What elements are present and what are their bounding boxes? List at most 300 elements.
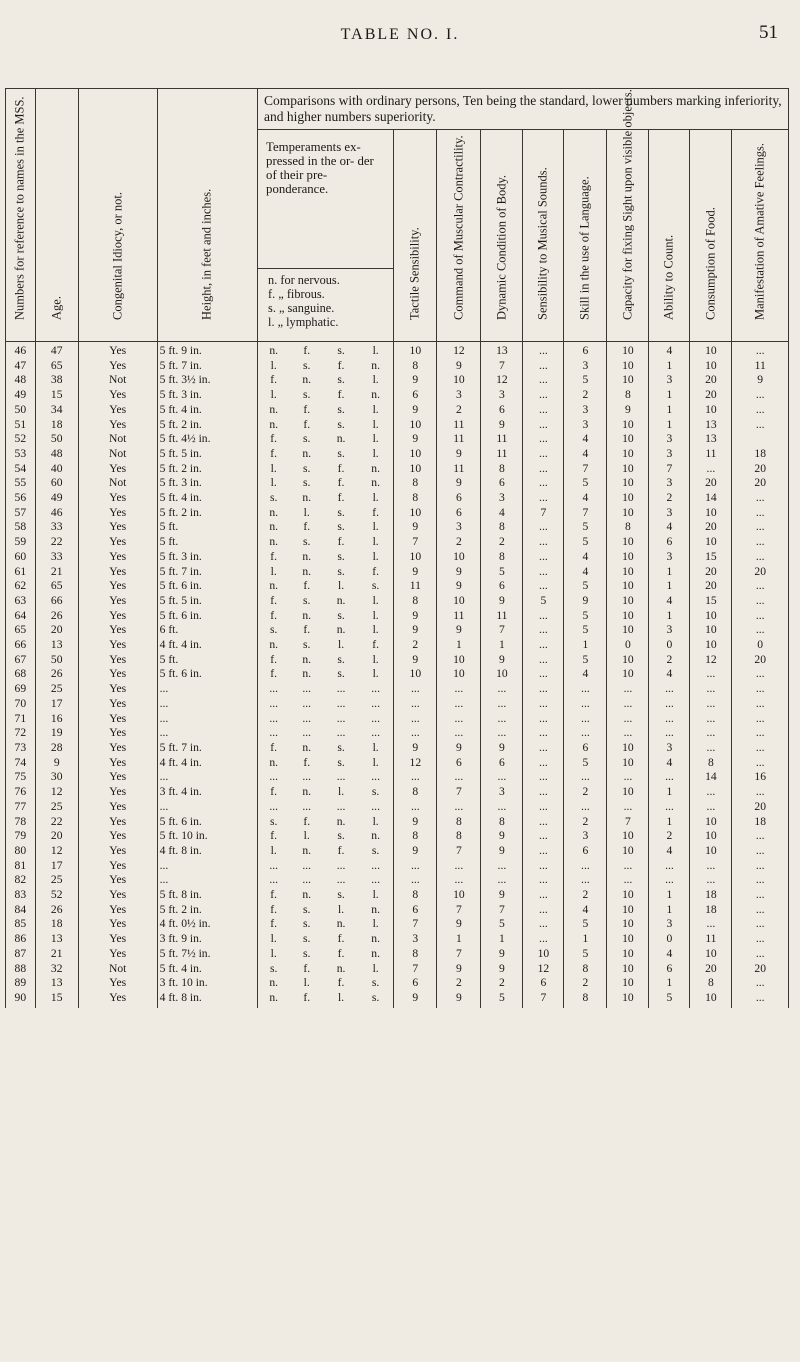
cell-amative: ... — [732, 741, 789, 756]
cell-temp-2: n. — [302, 667, 312, 681]
cell-sight: 10 — [607, 432, 649, 447]
cell-age: 49 — [35, 491, 78, 506]
cell-temp-1: ... — [258, 873, 290, 888]
cell-count: ... — [649, 800, 690, 815]
cell-temp-4: f. — [358, 638, 394, 653]
cell-idiocy: Yes — [78, 653, 157, 668]
cell-height: 5 ft. 7 in. — [157, 741, 257, 756]
cell-number: 63 — [6, 594, 36, 609]
table-row — [6, 388, 789, 403]
cell-temp-2: s. — [303, 358, 311, 372]
cell-number: 64 — [6, 609, 36, 624]
cell-muscular: 9 — [437, 917, 481, 932]
cell-dynamic: 9 — [481, 653, 523, 668]
cell-food: 13 — [690, 418, 732, 433]
cell-tactile: 9 — [394, 991, 437, 1008]
cell-musical: ... — [523, 373, 564, 388]
cell-number: 71 — [6, 712, 36, 727]
cell-language: 5 — [564, 756, 607, 771]
cell-sight: 10 — [607, 962, 649, 977]
cell-temp-1: l. — [258, 359, 290, 374]
cell-temp-3: s. — [337, 520, 345, 534]
cell-number: 78 — [6, 815, 36, 830]
cell-tactile: ... — [394, 873, 437, 888]
cell-height: 6 ft. — [157, 623, 257, 638]
table-row — [6, 932, 789, 947]
cell-height: 5 ft. 8 in. — [157, 888, 257, 903]
cell-height: 5 ft. 3½ in. — [157, 373, 257, 388]
cell-musical: 5 — [523, 594, 564, 609]
cell-sight: 10 — [607, 342, 649, 359]
cell-idiocy: Yes — [78, 506, 157, 521]
cell-count: 1 — [649, 888, 690, 903]
cell-height: 5 ft. 3 in. — [157, 476, 257, 491]
cell-age: 40 — [35, 462, 78, 477]
table-row — [6, 888, 789, 903]
cell-dynamic: 6 — [481, 403, 523, 418]
cell-idiocy: Yes — [78, 638, 157, 653]
cell-food: 10 — [690, 609, 732, 624]
cell-temp-4: l. — [358, 550, 394, 565]
cell-muscular: 7 — [437, 947, 481, 962]
cell-temp-4: l. — [358, 741, 394, 756]
cell-amative: 18 — [732, 447, 789, 462]
cell-temp-3: s. — [337, 505, 345, 519]
cell-amative: ... — [732, 976, 789, 991]
cell-temp-3: f. — [337, 388, 345, 402]
cell-temp-2: s. — [303, 476, 311, 490]
cell-number: 75 — [6, 770, 36, 785]
legend-nervous: n. for nervous. — [268, 273, 340, 287]
cell-musical: ... — [523, 917, 564, 932]
cell-idiocy: Yes — [78, 829, 157, 844]
cell-food: 20 — [690, 388, 732, 403]
cell-musical: ... — [523, 815, 564, 830]
cell-language: 3 — [564, 418, 607, 433]
cell-idiocy: Not — [78, 962, 157, 977]
cell-dynamic: 4 — [481, 506, 523, 521]
cell-height: ... — [157, 859, 257, 874]
cell-language: 4 — [564, 491, 607, 506]
cell-height: 5 ft. 2 in. — [157, 462, 257, 477]
cell-idiocy: Yes — [78, 800, 157, 815]
cell-food: ... — [690, 682, 732, 697]
cell-temp-4: n. — [358, 947, 394, 962]
cell-temp-4: l. — [358, 609, 394, 624]
cell-food: 15 — [690, 594, 732, 609]
cell-temp-3: ... — [336, 726, 346, 740]
cell-muscular: 8 — [437, 829, 481, 844]
cell-food: ... — [690, 741, 732, 756]
cell-musical: ... — [523, 638, 564, 653]
cell-muscular: 9 — [437, 991, 481, 1008]
cell-temp-1: f. — [258, 667, 290, 682]
cell-amative: ... — [732, 418, 789, 433]
cell-amative: ... — [732, 342, 789, 359]
cell-age: 13 — [35, 976, 78, 991]
table-row — [6, 535, 789, 550]
cell-age: 25 — [35, 682, 78, 697]
cell-sight: 10 — [607, 550, 649, 565]
table-row — [6, 579, 789, 594]
cell-dynamic: 2 — [481, 535, 523, 550]
cell-temp-3: f. — [337, 491, 345, 505]
cell-food: ... — [690, 462, 732, 477]
cell-temp-3: f. — [337, 976, 345, 990]
cell-temp-2: n. — [302, 373, 312, 387]
cell-language: 3 — [564, 359, 607, 374]
cell-muscular: ... — [437, 712, 481, 727]
cell-sight: ... — [607, 873, 649, 888]
cell-number: 57 — [6, 506, 36, 521]
cell-dynamic: 6 — [481, 756, 523, 771]
cell-temp-3: ... — [336, 858, 346, 872]
cell-age: 50 — [35, 653, 78, 668]
cell-temp-4: n. — [358, 359, 394, 374]
cell-temp-3: s. — [337, 417, 345, 431]
cell-muscular: 3 — [437, 388, 481, 403]
cell-height: 3 ft. 10 in. — [157, 976, 257, 991]
cell-count: ... — [649, 712, 690, 727]
cell-temp-2: ... — [302, 858, 312, 872]
cell-temp-3: s. — [337, 888, 345, 902]
cell-number: 67 — [6, 653, 36, 668]
cell-temp-3: n. — [336, 961, 346, 975]
cell-amative: ... — [732, 932, 789, 947]
col-header-number: Numbers for reference to names in the MSS. — [6, 89, 36, 342]
table-row — [6, 476, 789, 491]
cell-temp-4: l. — [358, 756, 394, 771]
cell-musical: ... — [523, 653, 564, 668]
cell-amative: ... — [732, 506, 789, 521]
cell-number: 61 — [6, 565, 36, 580]
cell-amative: 20 — [732, 462, 789, 477]
cell-tactile: 8 — [394, 359, 437, 374]
cell-count: 2 — [649, 653, 690, 668]
cell-muscular: ... — [437, 859, 481, 874]
cell-temp-1: ... — [258, 800, 290, 815]
cell-musical: 12 — [523, 962, 564, 977]
table-row — [6, 609, 789, 624]
cell-count: 2 — [649, 829, 690, 844]
cell-temp-1: f. — [258, 917, 290, 932]
cell-dynamic: 13 — [481, 342, 523, 359]
cell-idiocy: Yes — [78, 815, 157, 830]
cell-temp-3: l. — [337, 990, 345, 1004]
cell-temp-2: f. — [303, 579, 311, 593]
cell-dynamic: 7 — [481, 623, 523, 638]
table-row — [6, 653, 789, 668]
cell-temp-4: l. — [358, 520, 394, 535]
cell-sight: 10 — [607, 565, 649, 580]
cell-musical: ... — [523, 432, 564, 447]
cell-temp-1: f. — [258, 594, 290, 609]
cell-musical: ... — [523, 726, 564, 741]
cell-temp-2: f. — [303, 814, 311, 828]
cell-food: 8 — [690, 756, 732, 771]
cell-language: 2 — [564, 976, 607, 991]
cell-age: 33 — [35, 520, 78, 535]
cell-tactile: 11 — [394, 579, 437, 594]
cell-muscular: 2 — [437, 403, 481, 418]
cell-tactile: 10 — [394, 667, 437, 682]
cell-musical: ... — [523, 579, 564, 594]
cell-temp-2: n. — [302, 446, 312, 460]
cell-language: ... — [564, 726, 607, 741]
cell-height: 5 ft. 6 in. — [157, 609, 257, 624]
col-header-idiocy: Congenital Idiocy, or not. — [78, 89, 157, 342]
cell-count: 3 — [649, 550, 690, 565]
cell-muscular: 10 — [437, 550, 481, 565]
cell-idiocy: Yes — [78, 697, 157, 712]
cell-height: 5 ft. 4 in. — [157, 962, 257, 977]
cell-sight: 10 — [607, 976, 649, 991]
cell-temp-3: ... — [336, 682, 346, 696]
table-row — [6, 697, 789, 712]
table-row — [6, 726, 789, 741]
cell-temp-4: n. — [358, 903, 394, 918]
cell-food: 10 — [690, 815, 732, 830]
cell-temp-3: f. — [337, 932, 345, 946]
cell-sight: 10 — [607, 462, 649, 477]
cell-dynamic: 3 — [481, 388, 523, 403]
cell-language: 3 — [564, 403, 607, 418]
cell-sight: 10 — [607, 359, 649, 374]
table-row — [6, 844, 789, 859]
cell-idiocy: Yes — [78, 550, 157, 565]
cell-number: 85 — [6, 917, 36, 932]
cell-temp-2: f. — [303, 623, 311, 637]
cell-dynamic: 9 — [481, 947, 523, 962]
table-row — [6, 712, 789, 727]
cell-dynamic: ... — [481, 697, 523, 712]
cell-idiocy: Yes — [78, 756, 157, 771]
legend-lymphatic: l. „ lymphatic. — [268, 315, 339, 329]
cell-count: 4 — [649, 594, 690, 609]
cell-age: 48 — [35, 447, 78, 462]
cell-temp-3: l. — [337, 902, 345, 916]
table-row — [6, 418, 789, 433]
cell-dynamic: 2 — [481, 976, 523, 991]
cell-temp-1: f. — [258, 432, 290, 447]
cell-tactile: ... — [394, 697, 437, 712]
cell-language: 2 — [564, 785, 607, 800]
table-row — [6, 800, 789, 815]
cell-dynamic: 9 — [481, 741, 523, 756]
cell-temp-3: s. — [337, 402, 345, 416]
cell-idiocy: Yes — [78, 903, 157, 918]
cell-muscular: ... — [437, 873, 481, 888]
cell-food: ... — [690, 667, 732, 682]
cell-temp-1: n. — [258, 638, 290, 653]
cell-amative: ... — [732, 682, 789, 697]
cell-idiocy: Yes — [78, 976, 157, 991]
cell-language: ... — [564, 859, 607, 874]
cell-temp-4: ... — [358, 770, 394, 785]
cell-count: ... — [649, 873, 690, 888]
cell-food: 10 — [690, 844, 732, 859]
cell-age: 17 — [35, 859, 78, 874]
cell-age: 18 — [35, 917, 78, 932]
cell-number: 74 — [6, 756, 36, 771]
cell-muscular: 9 — [437, 447, 481, 462]
cell-food: 10 — [690, 991, 732, 1008]
cell-temp-4: l. — [358, 653, 394, 668]
cell-musical: ... — [523, 770, 564, 785]
col-header-height: Height, in feet and inches. — [157, 89, 257, 342]
cell-muscular: 11 — [437, 462, 481, 477]
cell-idiocy: Yes — [78, 388, 157, 403]
cell-sight: 9 — [607, 403, 649, 418]
cell-tactile: ... — [394, 770, 437, 785]
cell-count: 0 — [649, 932, 690, 947]
cell-temp-1: ... — [258, 712, 290, 727]
cell-tactile: ... — [394, 712, 437, 727]
cell-muscular: 12 — [437, 342, 481, 359]
cell-temp-4: l. — [358, 403, 394, 418]
cell-language: ... — [564, 712, 607, 727]
cell-tactile: 7 — [394, 535, 437, 550]
cell-temp-3: ... — [336, 799, 346, 813]
cell-count: 3 — [649, 476, 690, 491]
cell-count: 1 — [649, 418, 690, 433]
cell-dynamic: 1 — [481, 638, 523, 653]
cell-count: ... — [649, 682, 690, 697]
cell-musical: ... — [523, 682, 564, 697]
table-row — [6, 873, 789, 888]
cell-amative: ... — [732, 609, 789, 624]
cell-age: 21 — [35, 947, 78, 962]
cell-count: 1 — [649, 403, 690, 418]
cell-count: 1 — [649, 388, 690, 403]
cell-count: 1 — [649, 815, 690, 830]
cell-sight: ... — [607, 770, 649, 785]
cell-idiocy: Yes — [78, 770, 157, 785]
cell-musical: ... — [523, 520, 564, 535]
cell-language: 4 — [564, 903, 607, 918]
cell-temp-3: l. — [337, 579, 345, 593]
cell-count: 3 — [649, 917, 690, 932]
cell-musical: ... — [523, 697, 564, 712]
cell-count: 4 — [649, 520, 690, 535]
cell-food: 11 — [690, 447, 732, 462]
cell-count: 3 — [649, 432, 690, 447]
cell-temp-2: s. — [303, 932, 311, 946]
cell-temp-3: s. — [337, 446, 345, 460]
cell-idiocy: Yes — [78, 342, 157, 359]
cell-muscular: 9 — [437, 962, 481, 977]
cell-temp-4: n. — [358, 462, 394, 477]
cell-idiocy: Yes — [78, 785, 157, 800]
cell-temp-2: s. — [303, 593, 311, 607]
cell-food: 14 — [690, 770, 732, 785]
table-row — [6, 741, 789, 756]
cell-number: 77 — [6, 800, 36, 815]
cell-muscular: 10 — [437, 667, 481, 682]
cell-idiocy: Yes — [78, 859, 157, 874]
cell-tactile: 10 — [394, 506, 437, 521]
cell-language: 7 — [564, 506, 607, 521]
cell-temp-4: n. — [358, 388, 394, 403]
cell-dynamic: ... — [481, 770, 523, 785]
cell-number: 66 — [6, 638, 36, 653]
cell-amative: ... — [732, 623, 789, 638]
cell-height: 5 ft. 6 in. — [157, 815, 257, 830]
cell-temp-4: l. — [358, 888, 394, 903]
cell-count: 4 — [649, 667, 690, 682]
cell-food: 10 — [690, 403, 732, 418]
cell-temp-3: f. — [337, 461, 345, 475]
cell-temp-2: ... — [302, 770, 312, 784]
cell-age: 20 — [35, 623, 78, 638]
cell-age: 65 — [35, 359, 78, 374]
cell-sight: 10 — [607, 741, 649, 756]
cell-number: 60 — [6, 550, 36, 565]
cell-temp-1: l. — [258, 462, 290, 477]
cell-amative: 20 — [732, 800, 789, 815]
cell-temp-1: f. — [258, 785, 290, 800]
cell-number: 79 — [6, 829, 36, 844]
table-row — [6, 976, 789, 991]
cell-age: 38 — [35, 373, 78, 388]
cell-amative: ... — [732, 873, 789, 888]
cell-dynamic: 11 — [481, 447, 523, 462]
cell-count: 7 — [649, 462, 690, 477]
cell-dynamic: 9 — [481, 594, 523, 609]
cell-food: 12 — [690, 653, 732, 668]
cell-age: 19 — [35, 726, 78, 741]
cell-number: 80 — [6, 844, 36, 859]
cell-tactile: 8 — [394, 785, 437, 800]
cell-temp-3: ... — [336, 873, 346, 887]
cell-food: 11 — [690, 932, 732, 947]
table-row — [6, 623, 789, 638]
cell-amative: ... — [732, 388, 789, 403]
cell-dynamic: ... — [481, 682, 523, 697]
cell-height: ... — [157, 697, 257, 712]
cell-age: 30 — [35, 770, 78, 785]
cell-musical: ... — [523, 462, 564, 477]
cell-idiocy: Yes — [78, 418, 157, 433]
table-row — [6, 462, 789, 477]
cell-sight: 10 — [607, 506, 649, 521]
cell-temp-3: f. — [337, 476, 345, 490]
cell-sight: 10 — [607, 844, 649, 859]
cell-temp-2: n. — [302, 888, 312, 902]
cell-muscular: ... — [437, 697, 481, 712]
cell-temp-3: ... — [336, 711, 346, 725]
cell-temp-3: s. — [337, 652, 345, 666]
cell-tactile: ... — [394, 800, 437, 815]
cell-dynamic: 5 — [481, 991, 523, 1008]
cell-food: 20 — [690, 520, 732, 535]
cell-temp-2: s. — [303, 432, 311, 446]
cell-number: 88 — [6, 962, 36, 977]
temperament-legend — [258, 268, 394, 341]
cell-number: 68 — [6, 667, 36, 682]
cell-temp-1: f. — [258, 829, 290, 844]
cell-language: 4 — [564, 447, 607, 462]
cell-idiocy: Yes — [78, 623, 157, 638]
cell-temp-4: ... — [358, 682, 394, 697]
cell-temp-2: n. — [302, 608, 312, 622]
cell-age: 46 — [35, 506, 78, 521]
cell-count: 6 — [649, 962, 690, 977]
cell-temp-4: n. — [358, 829, 394, 844]
cell-temp-2: f. — [303, 417, 311, 431]
cell-sight: 10 — [607, 653, 649, 668]
cell-height: 3 ft. 9 in. — [157, 932, 257, 947]
